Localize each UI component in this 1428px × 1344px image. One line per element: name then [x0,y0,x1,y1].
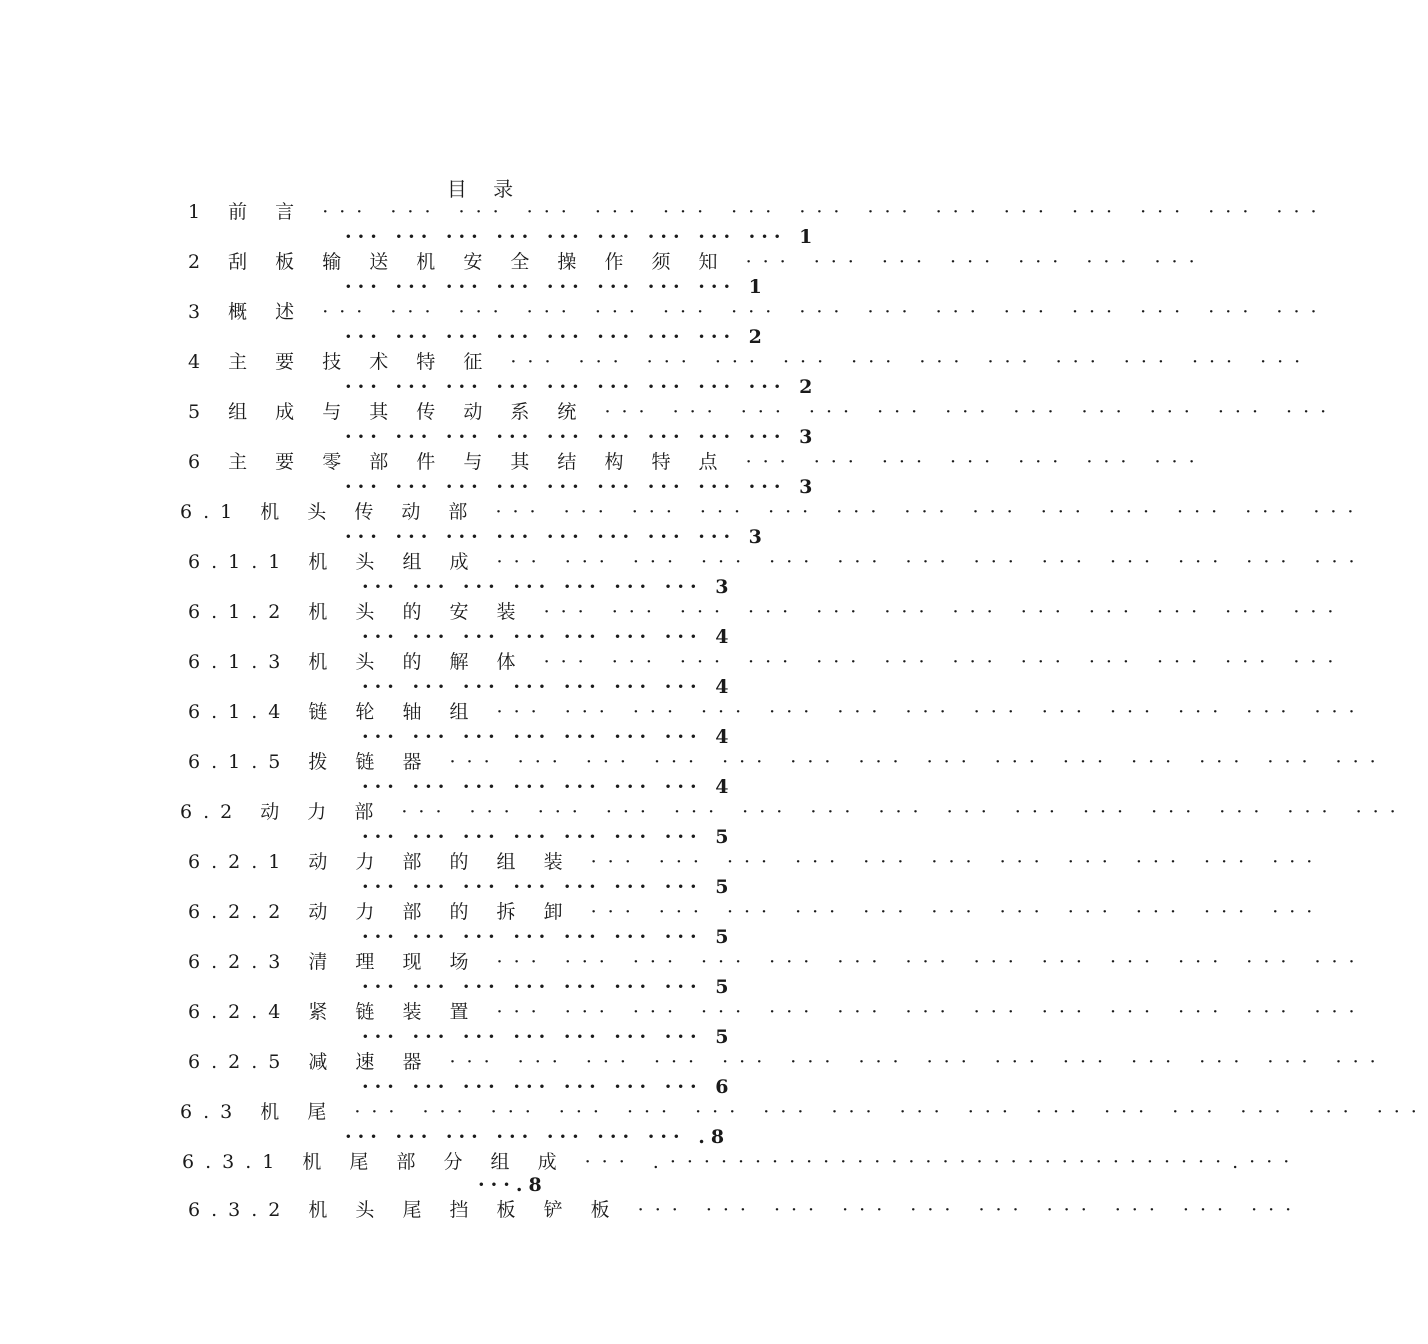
toc-entry-leader-and-page: ··· ··· ··· ··· ··· ··· ··· ··· ··· 2 [345,376,819,398]
toc-entry-leader-and-page: ··· ··· ··· ··· ··· ··· ··· 5 [362,826,735,848]
toc-entry: 6.1.5 拨 链 器 ··· ··· ··· ··· ··· ··· ··· ··· ··· ··· ··· ··· ··· ··· [188,751,1387,773]
toc-entry-leader-and-page: ···.8 [478,1174,548,1196]
toc-entry: 1 前 言 ··· ··· ··· ··· ··· ··· ··· ··· ··· ··· ··· ··· ··· ··· ··· [188,201,1328,223]
toc-entry-leader-and-page: ··· ··· ··· ··· ··· ··· ··· 6 [362,1076,735,1098]
toc-entry-leader-and-page: ··· ··· ··· ··· ··· ··· ··· ··· ··· 3 [345,476,819,498]
toc-entry: 6.3 机 尾 ··· ··· ··· ··· ··· ··· ··· ··· ··· ··· ··· ··· ··· ··· ··· ··· [180,1101,1428,1123]
toc-entry: 6.1.4 链 轮 轴 组 ··· ··· ··· ··· ··· ··· ··· ··· ··· ··· ··· ··· ··· [188,701,1366,723]
toc-entry-leader-and-page: ··· ··· ··· ··· ··· ··· ··· 5 [362,1026,735,1048]
toc-entry-leader-and-page: ··· ··· ··· ··· ··· ··· ··· 5 [362,926,735,948]
toc-entry-leader-and-page: ··· ··· ··· ··· ··· ··· ··· ··· 1 [345,276,768,298]
toc-entry-leader-and-page: ··· ··· ··· ··· ··· ··· ··· ··· ··· 1 [345,226,819,248]
toc-entry: 2 刮 板 输 送 机 安 全 操 作 须 知 ··· ··· ··· ··· ··· ··· ··· [188,251,1206,273]
toc-entry: 6.2.3 清 理 现 场 ··· ··· ··· ··· ··· ··· ··· ··· ··· ··· ··· ··· ··· [188,951,1366,973]
toc-entry: 6.1.3 机 头 的 解 体 ··· ··· ··· ··· ··· ··· ··· ··· ··· ··· ··· ··· [188,651,1345,673]
toc-entry: 6.3.1 机 尾 部 分 组 成 ··· .·································.··· [182,1151,1301,1173]
toc-entry: 3 概 述 ··· ··· ··· ··· ··· ··· ··· ··· ··· ··· ··· ··· ··· ··· ··· [188,301,1328,323]
toc-entry-leader-and-page: ··· ··· ··· ··· ··· ··· ··· 4 [362,776,735,798]
toc-entry-leader-and-page: ··· ··· ··· ··· ··· ··· ··· 5 [362,976,735,998]
toc-entry-leader-and-page: ··· ··· ··· ··· ··· ··· ··· ··· 3 [345,526,768,548]
toc-entry-leader-and-page: ··· ··· ··· ··· ··· ··· ··· 4 [362,726,735,748]
toc-entry-leader-and-page: ··· ··· ··· ··· ··· ··· ··· ··· ··· 3 [345,426,819,448]
toc-entry: 6.2.4 紧 链 装 置 ··· ··· ··· ··· ··· ··· ··· ··· ··· ··· ··· ··· ··· [188,1001,1366,1023]
toc-entry: 6.2.1 动 力 部 的 组 装 ··· ··· ··· ··· ··· ··· ··· ··· ··· ··· ··· [188,851,1324,873]
toc-entry-leader-and-page: ··· ··· ··· ··· ··· ··· ··· 5 [362,876,735,898]
toc-entry: 4 主 要 技 术 特 征 ··· ··· ··· ··· ··· ··· ··· ··· ··· ··· ··· ··· [188,351,1312,373]
toc-entry: 6.2 动 力 部 ··· ··· ··· ··· ··· ··· ··· ··· ··· ··· ··· ··· ··· ··· ··· [180,801,1407,823]
toc-entry: 6.3.2 机 头 尾 挡 板 铲 板 ··· ··· ··· ··· ··· ··· ··· ··· ··· ··· [188,1199,1303,1221]
toc-entry: 5 组 成 与 其 传 动 系 统 ··· ··· ··· ··· ··· ··· ··· ··· ··· ··· ··· [188,401,1338,423]
toc-entry: 6.1.2 机 头 的 安 装 ··· ··· ··· ··· ··· ··· ··· ··· ··· ··· ··· ··· [188,601,1345,623]
toc-entry: 6 主 要 零 部 件 与 其 结 构 特 点 ··· ··· ··· ··· ··· ··· ··· [188,451,1206,473]
toc-title: 目 录 [446,177,524,201]
toc-entry-leader-and-page: ··· ··· ··· ··· ··· ··· ··· 3 [362,576,735,598]
toc-entry-leader-and-page: ··· ··· ··· ··· ··· ··· ··· ··· 2 [345,326,768,348]
toc-entry-leader-and-page: ··· ··· ··· ··· ··· ··· ··· 4 [362,676,735,698]
toc-entry-leader-and-page: ··· ··· ··· ··· ··· ··· ··· .8 [345,1126,731,1148]
toc-entry: 6.1.1 机 头 组 成 ··· ··· ··· ··· ··· ··· ··· ··· ··· ··· ··· ··· ··· [188,551,1366,573]
toc-entry: 6.2.2 动 力 部 的 拆 卸 ··· ··· ··· ··· ··· ··· ··· ··· ··· ··· ··· [188,901,1324,923]
toc-entry-leader-and-page: ··· ··· ··· ··· ··· ··· ··· 4 [362,626,735,648]
toc-entry: 6.2.5 减 速 器 ··· ··· ··· ··· ··· ··· ··· ··· ··· ··· ··· ··· ··· ··· [188,1051,1387,1073]
toc-entry: 6.1 机 头 传 动 部 ··· ··· ··· ··· ··· ··· ··· ··· ··· ··· ··· ··· ··· [180,501,1365,523]
